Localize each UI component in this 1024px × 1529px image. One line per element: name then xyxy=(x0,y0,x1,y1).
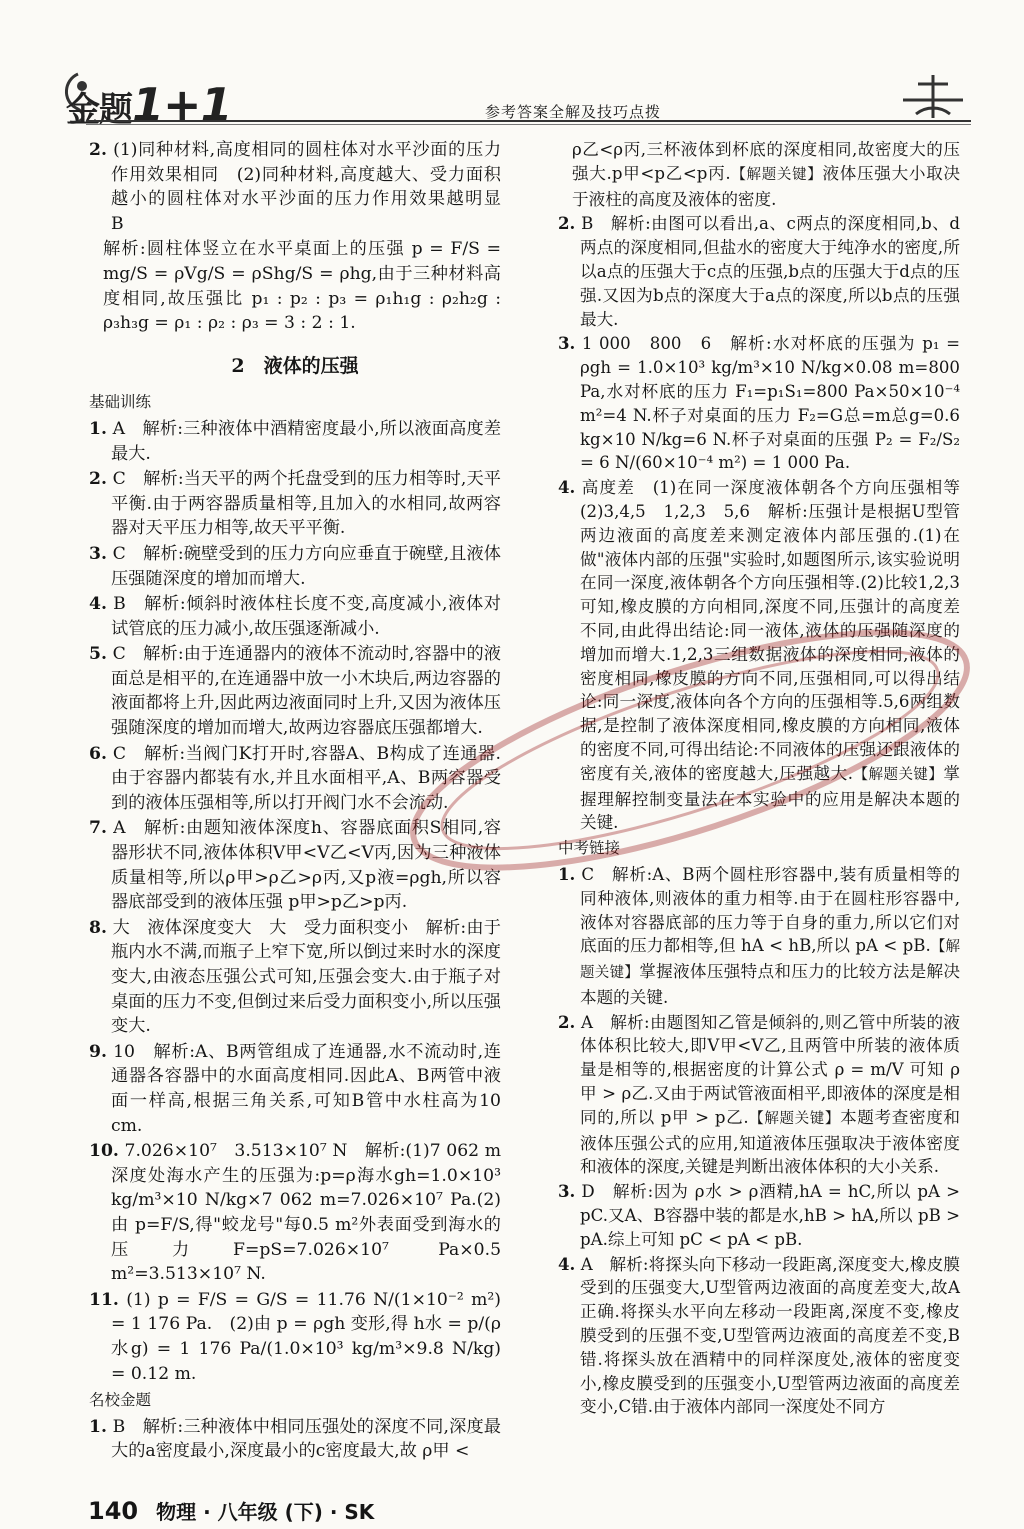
explanation-text: ρ乙<ρ丙,三杯液体到杯底的深度相同,故密度大的压强大.p甲<p乙<p丙.【解题关键】液体压强大小取决于液柱的高度及液体的密度. xyxy=(572,140,961,209)
item-text: A 解析:由题知液体深度h、容器底面积S相同,容器形状不同,液体体积V甲<V乙<V丙,因为三种液体质量相等,所以ρ甲>ρ乙>ρ丙,又p液=ρgh,所以容器底部受到的液体压强 p甲>p乙>p丙. xyxy=(111,818,501,913)
item-number: 10. xyxy=(89,1141,119,1162)
item-number: 7. xyxy=(89,818,107,839)
key-tag: 【解题关键】 xyxy=(853,766,944,783)
ornament-icon xyxy=(898,70,968,120)
item-number: 8. xyxy=(89,917,107,938)
page-header xyxy=(0,0,1024,135)
item-number: 3. xyxy=(89,543,107,564)
answer-item xyxy=(558,1253,960,1420)
answer-item xyxy=(89,592,501,641)
item-text: 10 解析:A、B两管组成了连通器,水不流动时,连通器各容器中的水面高度相同.因此A、B两管中液面一样高,根据三角关系,可知B管中水柱高为10 cm. xyxy=(111,1041,507,1136)
answer-item xyxy=(558,212,960,331)
logo-text: 金题 xyxy=(66,90,132,130)
key-tag: 【解题关键】 xyxy=(748,1110,841,1127)
item-number: 5. xyxy=(89,644,107,665)
subsection-title: 中考链接 xyxy=(558,839,621,858)
item-number: 9. xyxy=(89,1041,107,1062)
item-text: 1 000 800 6 解析:水对杯底的压强为 p₁ = ρgh = 1.0×10³ kg/m³×10 N/kg×0.08 m=800 Pa,水对杯底的压力 F₁=p₁S₁=800 Pa×50×10⁻⁴ m²=4 N.杯子对桌面的压力 F₂=G总=m总g=0.6 kg×10 N/kg=6 N.杯子对桌面的压强 P₂ = F₂/S₂ = 6 N/(60×10⁻⁴ m²) = 1 000 Pa. xyxy=(580,334,966,473)
item-number: 6. xyxy=(89,743,107,764)
subsection-title: 名校金题 xyxy=(89,1391,152,1410)
page-number: 140 xyxy=(88,1497,139,1525)
item-text: A 解析:将探头向下移动一段距离,深度变大,橡皮膜受到的压强变大,U型管两边液面的高度差变大,故A正确.将探头水平向左移动一段距离,深度不变,橡皮膜受到的压强不变,U型管两边液面的高度差不变,B错.将探头放在酒精中的同样深度处,液体的密度变小,橡皮膜受到的压强变小,U型管两边液面的高度差变小,C错.由于液体内部同一深度处不同方 xyxy=(580,1254,960,1417)
item-number: 1. xyxy=(558,863,576,884)
item-text: C 解析:碗壁受到的压力方向应垂直于碗壁,且液体压强随深度的增加而增大. xyxy=(111,543,501,589)
item-number: 2. xyxy=(89,140,107,160)
answer-item xyxy=(89,742,501,816)
item-number: 2. xyxy=(89,469,107,490)
answer-item xyxy=(89,642,501,740)
answer-item xyxy=(89,138,519,236)
item-number: 4. xyxy=(558,1253,576,1274)
item-text: B 解析:由图可以看出,a、c两点的深度相同,b、d两点的深度相同,但盐水的密度大于纯净水的密度,所以a点的压强大于c点的压强,b点的压强大于d点的压强.又因为b点的深度大于a点的深度,所以b点的压强最大. xyxy=(580,214,961,329)
item-number: 3. xyxy=(558,1181,576,1202)
footer-label: 物理 · 八年级 (下) · SK xyxy=(156,1500,375,1524)
item-text: C 解析:A、B两个圆柱形容器中,装有质量相等的同种液体,则液体的重力相等.由于在圆柱形容器中,液体对容器底部的压力等于自身的重力,所以它们对底面的压力都相等,但 hA < hB,所以 pA < pB.【解题关键】掌握液体压强特点和压力的比较方法是解决本题的关键. xyxy=(580,864,961,1007)
item-text: 7.026×10⁷ 3.513×10⁷ N 解析:(1)7 062 m深度处海水产生的压强为:p=ρ海水gh=1.0×10³ kg/m³×10 N/kg×7 062 m=7.026×10⁷ Pa.(2)由 p=F/S,得"蛟龙号"每0.5 m²外表面受到海水的压力F=pS=7.026×10⁷ Pa×0.5 m²=3.513×10⁷ N. xyxy=(111,1141,507,1285)
answer-item xyxy=(558,1011,960,1180)
item-number: 1. xyxy=(89,418,107,439)
answer-item xyxy=(89,816,501,914)
item-number: 11. xyxy=(89,1289,119,1310)
item-number: 3. xyxy=(558,333,576,354)
answer-item xyxy=(558,476,977,835)
item-text: 高度差 (1)在同一深度液体朝各个方向压强相等 (2)3,4,5 1,2,3 5,6 解析:压强计是根据U型管两边液面的高度差来测定液体内部压强的.(1)在做"液体内部的压强"实验时,如题图所示,该实验说明在同一深度,液体朝各个方向压强相等.(2)比较1,2,3可知,橡皮膜的方向相同,深度不同,压强计的高度差不同,由此得出结论:同一液体,液体的压强随深度的增加而增大.1,2,3三组数据液体的深度相同,液体的密度相同,橡皮膜的方向不同,压强相同,可以得出结论:同一深度,液体向各个方向的压强相等.5,6两组数据,是控制了液体深度相同,橡皮膜的方向相同,液体的密度不同,可得出结论:不同液体的压强还跟液体的密度有关,液体的密度越大,压强越大.【解题关键】掌握理解控制变量法在本实验中的应用是解决本题的关键. xyxy=(580,478,977,833)
item-text: (1)同种材料,高度相同的圆柱体对水平沙面的压力作用效果相同 (2)同种材料,高度越大、受力面积越小的圆柱体对水平沙面的压力作用效果越明显 B xyxy=(111,140,519,234)
key-tag: 【解题关键】 xyxy=(730,166,823,183)
answer-item xyxy=(89,417,501,466)
item-text: 大 液体深度变大 大 受力面积变小 解析:由于瓶内水不满,而瓶子上窄下宽,所以倒过来时水的深度变大,由液态压强公式可知,压强会变大.由于瓶子对桌面的压力不变,但倒过来后受力面积变小,所以压强变大. xyxy=(111,917,501,1037)
answer-item xyxy=(89,1139,507,1287)
answer-item xyxy=(558,863,960,1010)
answer-item xyxy=(558,1180,966,1251)
answer-item xyxy=(89,542,501,591)
item-text: B 解析:三种液体中相同压强处的深度不同,深度最大的a密度最小,深度最小的c密度最大,故 ρ甲 < xyxy=(111,1416,501,1462)
item-number: 2. xyxy=(558,213,576,234)
item-text: C 解析:当阀门K打开时,容器A、B构成了连通器.由于容器内都装有水,并且水面相平,A、B两容器受到的液体压强相等,所以打开阀门水不会流动. xyxy=(111,743,501,813)
item-text: A 解析:由题图知乙管是倾斜的,则乙管中所装的液体体积比较大,即V甲<V乙,且两管中所装的液体质量是相等的,根据密度的计算公式 ρ = m/V 可知 ρ甲 > ρ乙.又由于两试管液面相平,即液体的深度是相同的,所以 p甲 > p乙.【解题关键】本题考查密度和液体压强公式的应用,知道液体压强取决于液体密度和液体的深度,关键是判断出液体体积的大小关系. xyxy=(580,1012,961,1177)
answer-item xyxy=(89,1415,501,1464)
answer-item xyxy=(558,332,966,475)
logo-number: 1+1 xyxy=(132,78,232,132)
page-footer xyxy=(88,1496,374,1525)
item-text: D 解析:因为 ρ水 > ρ酒精,hA = hC,所以 pA > pC.又A、B容器中装的都是水,hB > hA,所以 pB > pA.综上可知 pC < pA < pB. xyxy=(580,1182,966,1249)
item-text: C 解析:当天平的两个托盘受到的压力相等时,天平平衡.由于两容器质量相等,且加入的水相同,故两容器对天平压力相等,故天平平衡. xyxy=(111,469,501,539)
section-title: 2 液体的压强 xyxy=(231,354,359,377)
answer-item xyxy=(89,1288,507,1386)
item-number: 2. xyxy=(558,1011,576,1032)
header-rule-thin xyxy=(86,124,971,125)
item-number: 1. xyxy=(89,1416,107,1437)
answer-item xyxy=(89,1040,507,1138)
header-title: 参考答案全解及技巧点拨 xyxy=(485,103,662,121)
item-number: 4. xyxy=(89,594,107,615)
left-column xyxy=(89,138,519,1465)
explanation-text: 解析:圆柱体竖立在水平桌面上的压强 p = F/S = mg/S = ρVg/S = ρShg/S = ρhg,由于三种材料高度相同,故压强比 p₁ : p₂ : p₃ = ρ₁h₁g : ρ₂h₂g : ρ₃h₃g = ρ₁ : ρ₂ : ρ₃ = 3 : 2 : 1. xyxy=(103,239,501,334)
item-text: B 解析:倾斜时液体柱长度不变,高度减小,液体对试管底的压力减小,故压强逐渐减小. xyxy=(111,594,501,639)
key-tag: 【解题关键】 xyxy=(580,939,960,982)
item-text: A 解析:三种液体中酒精密度最小,所以液面高度差最大. xyxy=(111,418,502,464)
right-column xyxy=(558,138,977,1420)
subsection-title: 基础训练 xyxy=(89,393,152,412)
answer-item xyxy=(89,916,501,1039)
item-number: 4. xyxy=(558,477,576,498)
item-text: C 解析:由于连通器内的液体不流动时,容器中的液面总是相平的,在连通器中放一小木块后,两边容器的液面都将上升,因此两边液面同时上升,又因为液体压强随深度的增加而增大,故两边容器底压强都增大. xyxy=(111,644,501,739)
answer-item xyxy=(89,467,501,541)
item-text: (1) p = F/S = G/S = 11.76 N/(1×10⁻² m²) = 1 176 Pa. (2)由 p = ρgh 变形,得 h水 = p/(ρ水g) = 1 176 Pa/(1.0×10³ kg/m³×9.8 N/kg) = 0.12 m. xyxy=(111,1289,507,1384)
header-rule xyxy=(86,120,971,122)
